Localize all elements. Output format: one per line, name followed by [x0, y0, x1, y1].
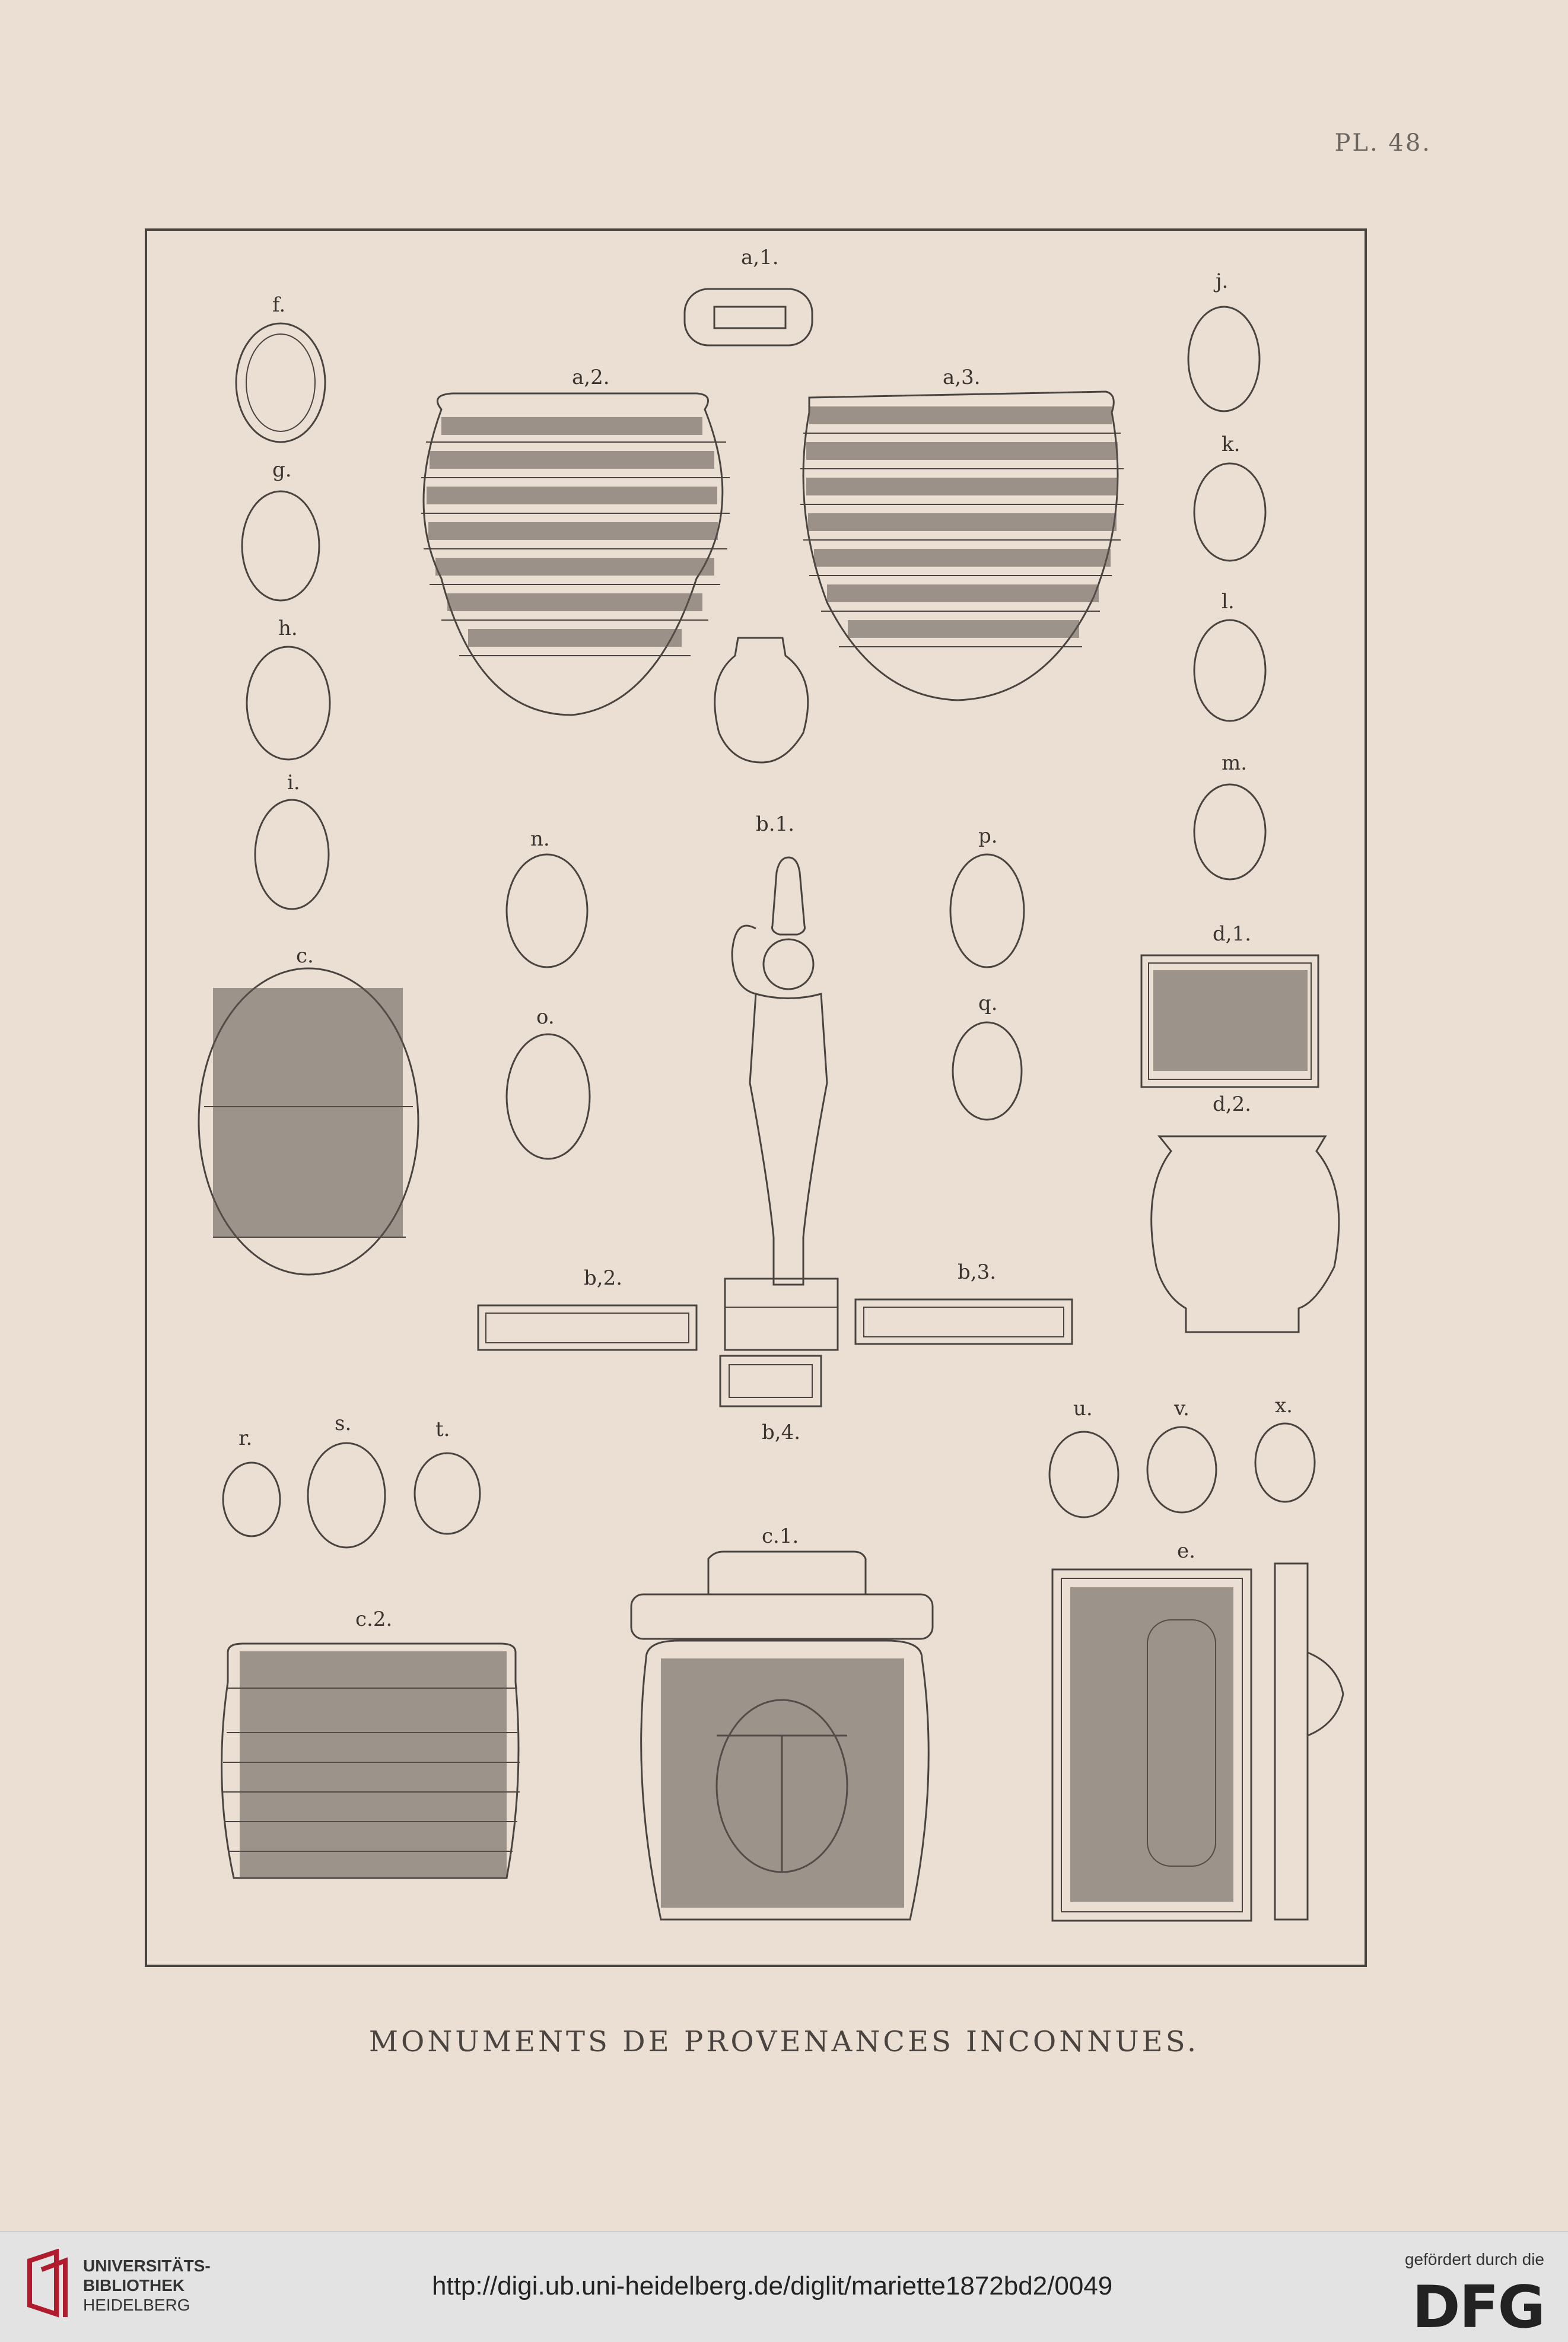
object-q	[953, 1022, 1022, 1120]
object-j	[1188, 307, 1260, 411]
library-name-line3: HEIDELBERG	[83, 2296, 190, 2314]
label-a2: a,2.	[572, 366, 610, 389]
label-l: l.	[1222, 590, 1235, 614]
object-f	[236, 323, 325, 442]
footer-bar	[0, 2231, 1568, 2342]
object-s	[308, 1443, 385, 1547]
object-h	[247, 647, 330, 760]
label-u: u.	[1073, 1397, 1093, 1421]
label-p: p.	[978, 824, 998, 848]
label-n: n.	[530, 827, 550, 851]
funded-by-text: gefördert durch die	[1404, 2250, 1544, 2268]
object-v	[1147, 1427, 1216, 1512]
label-f: f.	[272, 293, 286, 317]
label-q: q.	[978, 992, 998, 1015]
dfg-logo: DFG	[1412, 2274, 1544, 2341]
object-o	[507, 1034, 590, 1159]
object-n	[507, 854, 587, 967]
label-c1: c.1.	[762, 1524, 799, 1548]
object-l	[1194, 620, 1265, 721]
object-g	[242, 491, 319, 600]
label-b1: b.1.	[756, 812, 795, 836]
library-name	[83, 2256, 211, 2315]
object-i	[255, 800, 329, 909]
label-o: o.	[536, 1005, 555, 1029]
label-b2: b,2.	[584, 1266, 623, 1290]
library-name-line1: UNIVERSITÄTS-	[83, 2257, 211, 2275]
label-k: k.	[1222, 433, 1241, 456]
object-x	[1255, 1423, 1315, 1502]
label-a3: a,3.	[943, 366, 981, 389]
label-v: v.	[1174, 1397, 1189, 1421]
plate-number: PL. 48.	[1334, 129, 1432, 157]
label-e: e.	[1177, 1539, 1195, 1563]
label-c: c.	[296, 944, 314, 968]
label-b3: b,3.	[958, 1260, 997, 1284]
label-g: g.	[272, 458, 292, 482]
object-d2	[1152, 1136, 1339, 1332]
object-b4	[720, 1356, 821, 1406]
library-name-line2: BIBLIOTHEK	[83, 2276, 185, 2295]
object-m	[1194, 784, 1265, 879]
plate-illustrations	[145, 228, 1367, 1967]
object-k	[1194, 463, 1265, 561]
object-a1	[685, 289, 812, 345]
object-b1	[732, 857, 827, 1285]
source-url-link[interactable]: http://digi.ub.uni-heidelberg.de/diglit/mariette1872bd2/0049	[432, 2271, 1113, 2300]
object-jar	[715, 638, 808, 762]
label-i: i.	[287, 771, 300, 795]
university-library-logo-icon	[24, 2249, 71, 2320]
object-u	[1049, 1432, 1118, 1517]
object-r	[223, 1463, 280, 1536]
label-r: r.	[238, 1426, 253, 1450]
label-x: x.	[1275, 1394, 1293, 1418]
label-m: m.	[1222, 751, 1248, 775]
plate-caption: MONUMENTS DE PROVENANCES INCONNUES.	[368, 2025, 1200, 2058]
label-d1: d,1.	[1213, 922, 1252, 946]
object-t	[415, 1453, 480, 1534]
object-p	[950, 854, 1024, 967]
label-h: h.	[278, 617, 298, 640]
label-b4: b,4.	[762, 1421, 801, 1444]
label-c2: c.2.	[355, 1607, 393, 1631]
label-s: s.	[335, 1412, 352, 1435]
label-j: j.	[1216, 269, 1229, 293]
label-d2: d,2.	[1213, 1092, 1252, 1116]
label-a1: a,1.	[741, 246, 779, 269]
object-a3	[803, 392, 1118, 700]
label-t: t.	[435, 1418, 450, 1441]
